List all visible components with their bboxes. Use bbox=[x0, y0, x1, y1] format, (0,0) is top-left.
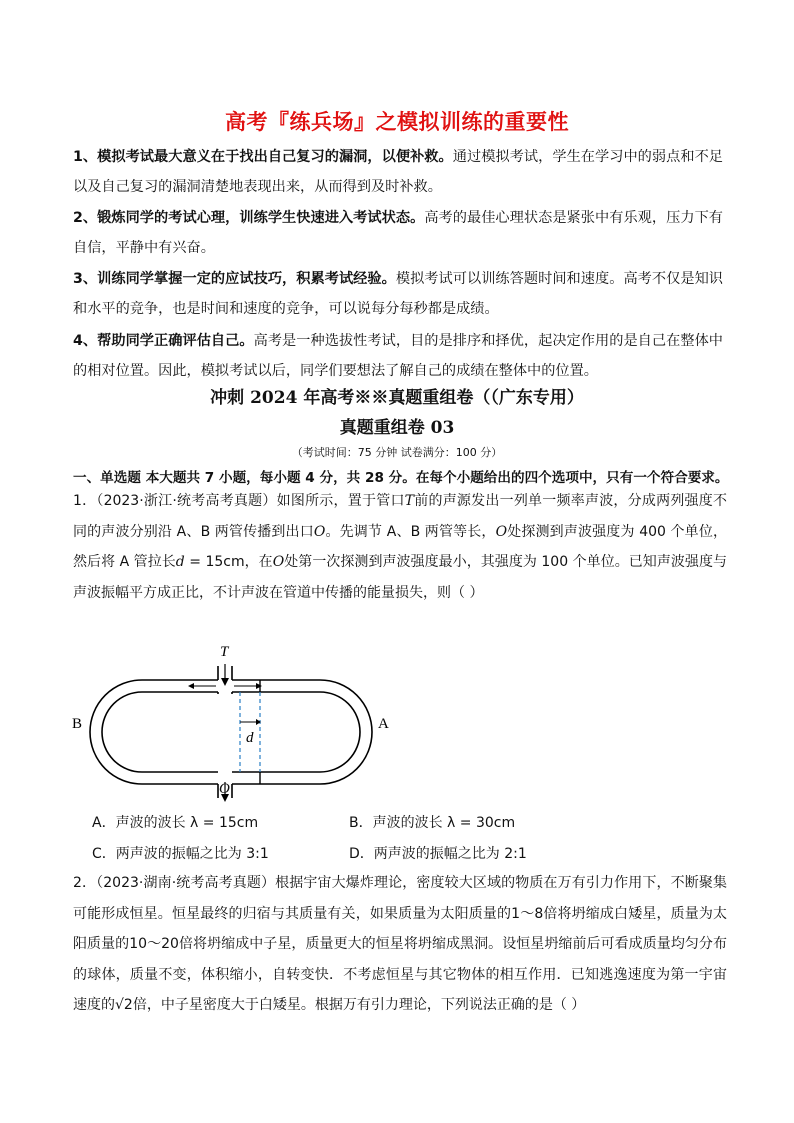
pipe-inner bbox=[102, 692, 360, 772]
question-1-text bbox=[73, 486, 727, 608]
q1-var-o3: O bbox=[272, 554, 285, 570]
option-d-text: 两声波的振幅之比为 2:1 bbox=[373, 846, 527, 862]
q1-source: 1．（2023·浙江·统考高考真题） bbox=[73, 493, 277, 509]
q1-option-a[interactable] bbox=[92, 812, 258, 832]
intro-point-4-bold: 4、帮助同学正确评估自己。 bbox=[73, 333, 254, 349]
intro-point-3-text: 模拟考试可以训练答题时间和速度。高考不仅是知识和水平的竞争，也是时间和速度的竞争，可以说每分每秒都是成绩。 bbox=[73, 271, 723, 317]
option-c-letter: C． bbox=[92, 846, 116, 862]
intro-point-2 bbox=[73, 203, 723, 263]
left-arrow-head bbox=[188, 683, 194, 689]
q1-option-b[interactable] bbox=[349, 812, 515, 832]
intro-point-2-text: 高考的最佳心理状态是紧张中有乐观，压力下有自信，平静中有兴奋。 bbox=[73, 210, 723, 256]
q2-sqrt: √2 bbox=[115, 997, 133, 1013]
d-arrow-head bbox=[256, 719, 261, 725]
intro-point-1-text: 通过模拟考试，学生在学习中的弱点和不足以及自己复习的漏洞清楚地表现出来，从而得到及时补救。 bbox=[73, 149, 723, 195]
intro-point-2-bold: 2、锻炼同学的考试心理，训练学生快速进入考试状态。 bbox=[73, 210, 425, 226]
q1-text-b: 前的声源发出一列单一频率声波，分成两列强度不同的声波分别沿 A、B 两管传播到出口 bbox=[73, 493, 728, 540]
right-arrow-head bbox=[256, 683, 262, 689]
label-b: B bbox=[72, 716, 83, 732]
intro-title: 高考『练兵场』之模拟训练的重要性 bbox=[225, 110, 569, 134]
option-d-letter: D． bbox=[349, 846, 374, 862]
q1-option-d[interactable] bbox=[349, 843, 527, 863]
q1-text-d: 处探测到声波强度为 400 个单位，然后将 A 管拉长 bbox=[73, 523, 727, 570]
section-1-heading: 一、单选题 本大题共 7 小题，每小题 4 分，共 28 分。在每个小题给出的四个选项中，只有一个符合要求。 bbox=[73, 470, 729, 486]
q2-text-b: 倍，中子星密度大于白矮星。根据万有引力理论，下列说法正确的是（ ） bbox=[132, 997, 586, 1013]
q1-var-t: T bbox=[404, 493, 415, 509]
intro-point-1 bbox=[73, 142, 723, 202]
option-a-text: 声波的波长 λ = 15cm bbox=[115, 815, 259, 831]
q2-source: 2．（2023·湖南·统考高考真题） bbox=[73, 875, 276, 891]
exam-title-line1: 冲刺 2024 年高考※※真题重组卷（（广东专用） bbox=[210, 388, 584, 408]
question-2-text bbox=[73, 868, 727, 1021]
intro-point-1-bold: 1、模拟考试最大意义在于找出自己复习的漏洞，以便补救。 bbox=[73, 149, 453, 165]
label-t: T bbox=[220, 644, 229, 660]
exam-title-line2: 真题重组卷 03 bbox=[339, 418, 455, 438]
q1-option-c[interactable] bbox=[92, 843, 269, 863]
q1-text-f: 处第一次探测到声波强度最小，其强度为 100 个单位。已知声波强度与声波振幅平方成正比，不计声波在管道中传播的能量损失，则（ ） bbox=[73, 554, 727, 601]
q1-text-a: 如图所示，置于管口 bbox=[276, 493, 405, 509]
q1-text-e: = 15cm，在 bbox=[184, 554, 273, 570]
q1-var-o2: O bbox=[495, 523, 508, 540]
option-a-letter: A． bbox=[92, 815, 116, 831]
option-c-text: 两声波的振幅之比为 3:1 bbox=[115, 846, 269, 862]
label-a: A bbox=[378, 716, 389, 732]
q1-var-d: d bbox=[175, 554, 185, 570]
q1-pipe-figure bbox=[60, 636, 400, 806]
intro-point-4 bbox=[73, 326, 723, 386]
intro-point-3-bold: 3、训练同学掌握一定的应试技巧，积累考试经验。 bbox=[73, 271, 396, 287]
q1-var-o: O bbox=[313, 523, 326, 540]
option-b-text: 声波的波长 λ = 30cm bbox=[372, 815, 516, 831]
option-b-letter: B． bbox=[349, 815, 373, 831]
label-d: d bbox=[246, 730, 254, 746]
intro-point-4-text: 高考是一种选拔性考试，目的是排序和择优，起决定作用的是自己在整体中的相对位置。因此，模拟考试以后，同学们要想法了解自己的成绩在整体中的位置。 bbox=[73, 333, 723, 379]
intro-point-3 bbox=[73, 264, 723, 324]
label-o-text: O bbox=[219, 781, 230, 797]
q1-text-c: 。先调节 A、B 两管等长， bbox=[325, 523, 496, 540]
q2-text-a: 根据宇宙大爆炸理论，密度较大区域的物质在万有引力作用下，不断聚集可能形成恒星。恒星最终的归宿与其质量有关，如果质量为太阳质量的1～8倍将坍缩成白矮星，质量为太阳质量的10～20倍将坍缩成中子星，质量更大的恒星将坍缩成黑洞。设恒星坍缩前后可看成质量均匀分布的球体，质量不变，体积缩小，自转变快．不考虑恒星与其它物体的相互作用．已知逃逸速度为第一宇宙速度的 bbox=[73, 875, 728, 1013]
exam-time-info: （考试时间：75 分钟 试卷满分：100 分） bbox=[291, 446, 503, 459]
